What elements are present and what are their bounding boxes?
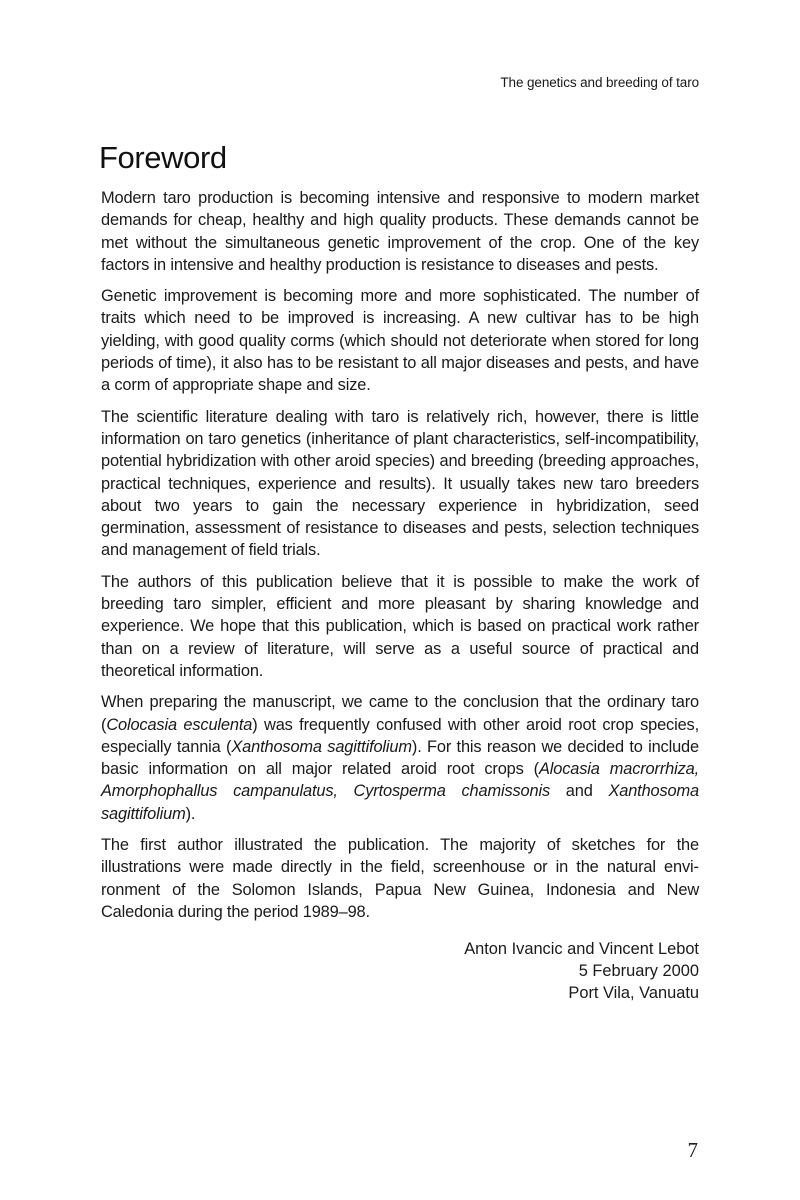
paragraph-text: The authors of this publication believe that it is possible to make the work of breeding taro simpler, efficient and more pleasant by sharing knowledge and experience. We hope that this publication, which is based on practical work rather than on a review of literature, will serve as a useful source of practical and theoretical information. <box>101 572 699 680</box>
paragraph-text: The scientific literature dealing with taro is relatively rich, however, there is little information on taro genetics (inheritance of plant characteristics, self-incompatibility, potential hybridization with other aroid species) and breeding (breeding approaches, practical techniques, experience and results). It usually takes new taro breeders about two years to gain the necessary experience in hybridization, seed germination, assessment of resistance to diseases and pests, selection techniques and management of field trials. <box>101 407 699 560</box>
signature-place: Port Vila, Vanuatu <box>568 984 699 1002</box>
running-header: The genetics and breeding of taro <box>500 75 699 90</box>
paragraph-text: ). For this reason we decided to include basic information on all major related aroid root crops ( <box>101 737 699 779</box>
body-paragraph <box>101 187 699 276</box>
species-name: Xanthosoma sagittifolium <box>231 737 412 756</box>
species-name: Xanthosoma sagittifolium <box>101 782 699 823</box>
body-paragraph <box>101 834 699 923</box>
signature-authors: Anton Ivancic and Vincent Lebot <box>464 940 699 958</box>
paragraph-text: When preparing the manuscript, we came to the conclusion that the ordinary taro ( <box>101 693 699 734</box>
paragraph-text: ) was frequently confused with other aroid root crop species, especially tannia ( <box>101 715 700 756</box>
paragraph-text: Genetic improvement is becoming more and more sophisticated. The number of traits which need to be improved is increasing. A new cultivar has to be high yielding, with good quality corms (which should not deteriorate when stored for long periods of time), it also has to be resistant to all major diseases and pests, and have a corm of appropriate shape and size. <box>101 287 699 395</box>
paragraph-text: Modern taro production is becoming intensive and responsive to modern market demands for cheap, healthy and high quality products. These demands cannot be met without the simultaneous genetic improvement of the crop. One of the key factors in intensive and healthy production is resistance to diseases and pests. <box>101 189 699 274</box>
body-paragraph <box>101 691 699 825</box>
paragraph-text: and <box>550 782 609 801</box>
page-title: Foreword <box>99 140 227 175</box>
species-name: Alocasia macrorrhiza, Amorphophallus campanulatus, Cyrtosperma chamissonis <box>101 760 699 801</box>
paragraph-text: The first author illustrated the publication. The majority of sketches for the illustrations were made directly in the field, screenhouse or in the natural environment of the Solomon Islands, Papua New Guinea, Indonesia and New Caledonia during the period 1989–98. <box>101 836 699 921</box>
foreword-body <box>101 187 699 932</box>
page-number: 7 <box>687 1138 698 1162</box>
signature-block <box>464 938 699 1004</box>
body-paragraph <box>101 571 699 682</box>
signature-date: 5 February 2000 <box>578 962 699 980</box>
body-paragraph <box>101 406 699 562</box>
body-paragraph <box>101 285 699 396</box>
species-name: Colocasia esculenta <box>106 715 253 734</box>
paragraph-text: ). <box>185 804 196 823</box>
